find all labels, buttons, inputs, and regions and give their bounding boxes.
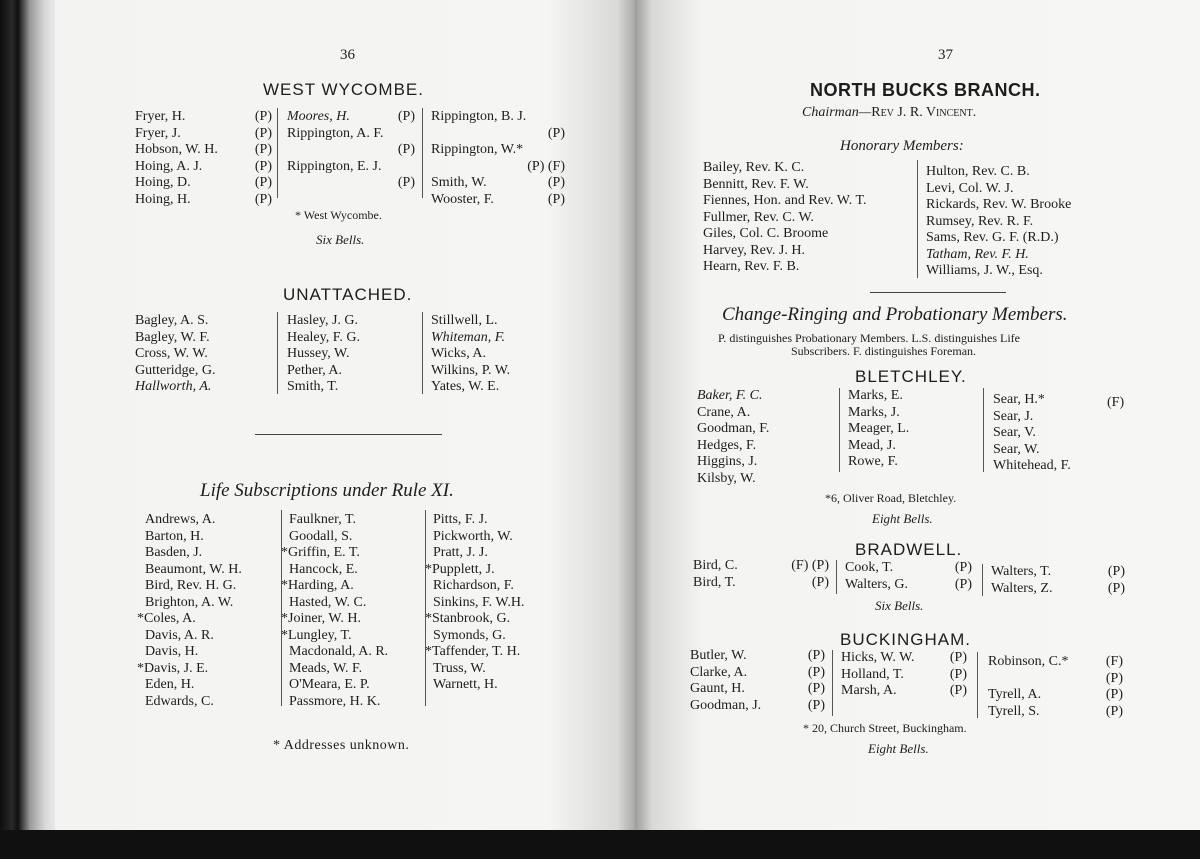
- list-item: Warnett, H.: [433, 677, 498, 692]
- list-item: Bird, Rev. H. G.: [145, 578, 237, 593]
- list-item: (P): [547, 125, 565, 141]
- bells-note: Eight Bells.: [872, 511, 933, 526]
- west-wycombe-col2: [287, 109, 415, 192]
- list-item: Hicks, W. W. (P): [841, 650, 967, 665]
- foreman-tag: (F): [1107, 395, 1125, 410]
- list-item: Marsh, A. (P): [841, 683, 967, 698]
- list-item: Edwards, C.: [145, 693, 214, 709]
- list-item: Sear, W.: [993, 441, 1040, 457]
- list-item: Rippington, B. J.: [431, 109, 527, 124]
- list-item: *Stanbrook, G.: [425, 611, 511, 626]
- life-col3: [425, 512, 565, 694]
- section-title-unattached: UNATTACHED.: [283, 285, 413, 304]
- column-divider: [977, 652, 978, 718]
- list-item: Fullmer, Rev. C. W.: [703, 209, 814, 225]
- unattached-col2: [287, 313, 417, 396]
- list-item: *Davis, J. E.: [137, 660, 209, 676]
- column-divider: [277, 108, 278, 198]
- list-item: Whitehead, F.: [993, 458, 1071, 473]
- list-item: Smith, T.: [287, 379, 339, 394]
- list-item: Healey, F. G.: [287, 329, 361, 345]
- list-item: Truss, W.: [433, 660, 486, 676]
- list-item: Higgins, J.: [697, 454, 758, 469]
- list-item: (P): [397, 142, 415, 157]
- list-item: Bailey, Rev. K. C.: [703, 160, 805, 175]
- list-item: Bagley, A. S.: [135, 313, 209, 328]
- list-item: Bird, T. (P): [693, 574, 829, 590]
- column-divider: [277, 312, 278, 394]
- list-item: Kilsby, W.: [697, 470, 756, 486]
- buckingham-col2: [841, 650, 967, 700]
- section-divider: [870, 292, 1006, 293]
- honorary-title: Honorary Members:: [840, 138, 964, 154]
- bells-note: Six Bells.: [875, 598, 924, 613]
- list-item: Harvey, Rev. J. H.: [703, 242, 805, 258]
- column-divider: [832, 650, 833, 716]
- list-item: Fiennes, Hon. and Rev. W. T.: [703, 193, 867, 208]
- list-item: Basden, J.: [145, 545, 203, 560]
- list-item: Meads, W. F.: [289, 660, 363, 676]
- list-item: Butler, W. (P): [690, 648, 825, 663]
- list-item: Yates, W. E.: [431, 379, 500, 394]
- list-item: Pitts, F. J.: [433, 512, 488, 527]
- list-item: Brighton, A. W.: [145, 594, 234, 610]
- list-item: (P) (F): [527, 158, 565, 174]
- list-item: Hobson, W. H. (P): [135, 142, 272, 157]
- list-item: Eden, H.: [145, 677, 195, 692]
- legend-line: P. distinguishes Probationary Members. L.S. distinguishes Life: [718, 331, 1020, 345]
- west-wycombe-col1: [135, 109, 272, 208]
- list-item: Hussey, W.: [287, 346, 350, 361]
- chairman-label: Chairman—: [802, 105, 872, 120]
- list-item: Macdonald, A. R.: [289, 644, 389, 659]
- list-item: Sinkins, F. W.H.: [433, 594, 525, 610]
- list-item: Symonds, G.: [433, 627, 506, 643]
- life-col1: [137, 512, 277, 710]
- list-item: Hedges, F.: [697, 437, 757, 453]
- list-item: Tyrell, A. (P): [988, 687, 1123, 702]
- list-item: Davis, A. R.: [145, 627, 214, 643]
- list-item: Andrews, A.: [145, 512, 216, 527]
- list-item: Fryer, H. (P): [135, 109, 272, 124]
- list-item: *Lungley, T.: [281, 627, 352, 643]
- buckingham-col3: [988, 654, 1123, 720]
- section-title-bletchley: BLETCHLEY.: [855, 367, 967, 386]
- list-item: Hasted, W. C.: [289, 594, 367, 610]
- list-item: (P): [1105, 670, 1123, 686]
- book-page-edges: [0, 0, 60, 859]
- left-page: [55, 0, 635, 830]
- list-item: Crane, A.: [697, 404, 751, 420]
- section-title-north-bucks: NORTH BUCKS BRANCH.: [810, 80, 1041, 100]
- section-title-buckingham: BUCKINGHAM.: [840, 630, 971, 649]
- page-number: 37: [938, 47, 953, 63]
- column-divider: [422, 108, 423, 198]
- footnote: * West Wycombe.: [295, 208, 382, 222]
- list-item: Hallworth, A.: [135, 379, 212, 394]
- bells-note: Six Bells.: [316, 232, 365, 247]
- section-title-bradwell: BRADWELL.: [855, 540, 963, 559]
- list-item: Bird, C. (F) (P): [693, 558, 829, 573]
- life-col2: [281, 512, 421, 710]
- right-page: [635, 0, 1200, 830]
- list-item: Barton, H.: [145, 528, 204, 544]
- list-item: Beaumont, W. H.: [145, 561, 242, 577]
- list-item: Holland, T. (P): [841, 666, 967, 682]
- list-item: Pickworth, W.: [433, 528, 513, 544]
- bletchley-col2: [848, 388, 978, 471]
- list-item: Richardson, F.: [433, 578, 514, 593]
- list-item: Walters, T. (P): [991, 564, 1125, 579]
- list-item: Bagley, W. F.: [135, 329, 210, 345]
- list-item: O'Meara, E. P.: [289, 677, 370, 692]
- footnote: *6, Oliver Road, Bletchley.: [825, 491, 957, 505]
- column-divider: [422, 312, 423, 394]
- bradwell-col3: [991, 564, 1125, 597]
- list-item: Tyrell, S. (P): [988, 703, 1123, 719]
- footnote: * 20, Church Street, Buckingham.: [803, 721, 967, 735]
- honorary-col1: [703, 160, 913, 276]
- list-item: Mead, J.: [848, 437, 896, 453]
- list-item: Sams, Rev. G. F. (R.D.): [926, 230, 1059, 245]
- list-item: Hulton, Rev. C. B.: [926, 164, 1030, 179]
- list-item: Rippington, W.*: [431, 142, 524, 157]
- list-item: Davis, H.: [145, 644, 199, 659]
- page-number: 36: [340, 47, 355, 63]
- list-item: Passmore, H. K.: [289, 693, 381, 709]
- list-item: Giles, Col. C. Broome: [703, 226, 829, 241]
- honorary-col2: [926, 164, 1126, 280]
- list-item: Bennitt, Rev. F. W.: [703, 176, 809, 192]
- column-divider: [917, 160, 918, 278]
- list-item: Tatham, Rev. F. H.: [926, 246, 1029, 262]
- list-item: Walters, G. (P): [845, 576, 972, 592]
- list-item: Hancock, E.: [289, 561, 358, 577]
- list-item: Sear, J.: [993, 408, 1034, 424]
- column-divider: [839, 388, 840, 472]
- list-item: Hoing, D. (P): [135, 175, 272, 190]
- column-divider: [983, 388, 984, 472]
- chairman-line: [802, 105, 976, 121]
- list-item: *Harding, A.: [281, 578, 354, 593]
- chairman-name: Rev J. R. Vincent.: [871, 105, 977, 120]
- list-item: Meager, L.: [848, 421, 910, 436]
- list-item: Clarke, A. (P): [690, 664, 825, 680]
- list-item: Sear, V.: [993, 425, 1036, 440]
- list-item: Rickards, Rev. W. Brooke: [926, 197, 1072, 212]
- list-item: Goodman, F.: [697, 421, 770, 436]
- list-item: Goodman, J. (P): [690, 697, 825, 713]
- section-title-west-wycombe: WEST WYCOMBE.: [263, 80, 424, 99]
- list-item: Gutteridge, G.: [135, 362, 216, 378]
- list-item: Baker, F. C.: [697, 388, 763, 403]
- list-item: Marks, E.: [848, 388, 903, 403]
- list-item: Goodall, S.: [289, 528, 353, 544]
- section-title-life-subscriptions: Life Subscriptions under Rule XI.: [200, 480, 454, 501]
- list-item: Wilkins, P. W.: [431, 362, 511, 378]
- list-item: Cook, T. (P): [845, 560, 972, 575]
- bletchley-col1: [697, 388, 832, 487]
- list-item: Stillwell, L.: [431, 313, 498, 328]
- list-item: Hoing, A. J. (P): [135, 158, 272, 174]
- list-item: Faulkner, T.: [289, 512, 356, 527]
- list-item: *Pupplett, J.: [425, 561, 495, 577]
- bells-note: Eight Bells.: [868, 741, 929, 756]
- list-item: Fryer, J. (P): [135, 125, 272, 141]
- list-item: Rippington, A. F.: [287, 125, 384, 141]
- list-item: Hoing, H. (P): [135, 191, 272, 207]
- west-wycombe-col3: [431, 109, 565, 208]
- bradwell-col1: [693, 558, 829, 591]
- list-item: Rowe, F.: [848, 454, 898, 469]
- list-item: *Taffender, T. H.: [425, 644, 521, 659]
- list-item: Williams, J. W., Esq.: [926, 263, 1043, 278]
- list-item: *Griffin, E. T.: [281, 545, 360, 560]
- list-item: Pratt, J. J.: [433, 545, 488, 560]
- list-item: Gaunt, H. (P): [690, 681, 825, 696]
- list-item: Rippington, E. J.: [287, 158, 382, 174]
- bletchley-col3: [993, 392, 1123, 475]
- column-divider: [836, 560, 837, 594]
- legend-line: Subscribers. F. distinguishes Foreman.: [791, 344, 977, 358]
- list-item: Whiteman, F.: [431, 329, 506, 345]
- scan-background: [0, 830, 1200, 859]
- list-item: Pether, A.: [287, 362, 343, 378]
- list-item: Smith, W. (P): [431, 175, 565, 190]
- list-item: Robinson, C.* (F): [988, 654, 1123, 669]
- list-item: (P): [397, 175, 415, 190]
- buckingham-col1: [690, 648, 825, 714]
- list-item: Wooster, F. (P): [431, 191, 565, 207]
- unattached-col3: [431, 313, 561, 396]
- list-item: Walters, Z. (P): [991, 580, 1125, 596]
- change-ringing-title: Change-Ringing and Probationary Members.: [722, 304, 1068, 325]
- footnote: * Addresses unknown.: [273, 738, 410, 753]
- unattached-col1: [135, 313, 270, 396]
- column-divider: [982, 564, 983, 596]
- list-item: *Coles, A.: [137, 611, 196, 626]
- list-item: Marks, J.: [848, 404, 900, 420]
- list-item: Levi, Col. W. J.: [926, 180, 1014, 196]
- list-item: *Joiner, W. H.: [281, 611, 361, 626]
- list-item: Hearn, Rev. F. B.: [703, 259, 800, 274]
- bradwell-col2: [845, 560, 972, 593]
- list-item: Cross, W. W.: [135, 346, 208, 361]
- list-item: Rumsey, Rev. R. F.: [926, 213, 1034, 229]
- section-divider: [255, 434, 442, 435]
- list-item: Hasley, J. G.: [287, 313, 359, 328]
- list-item: Sear, H.*: [993, 392, 1045, 407]
- list-item: Moores, H. (P): [287, 109, 415, 124]
- list-item: Wicks, A.: [431, 346, 487, 361]
